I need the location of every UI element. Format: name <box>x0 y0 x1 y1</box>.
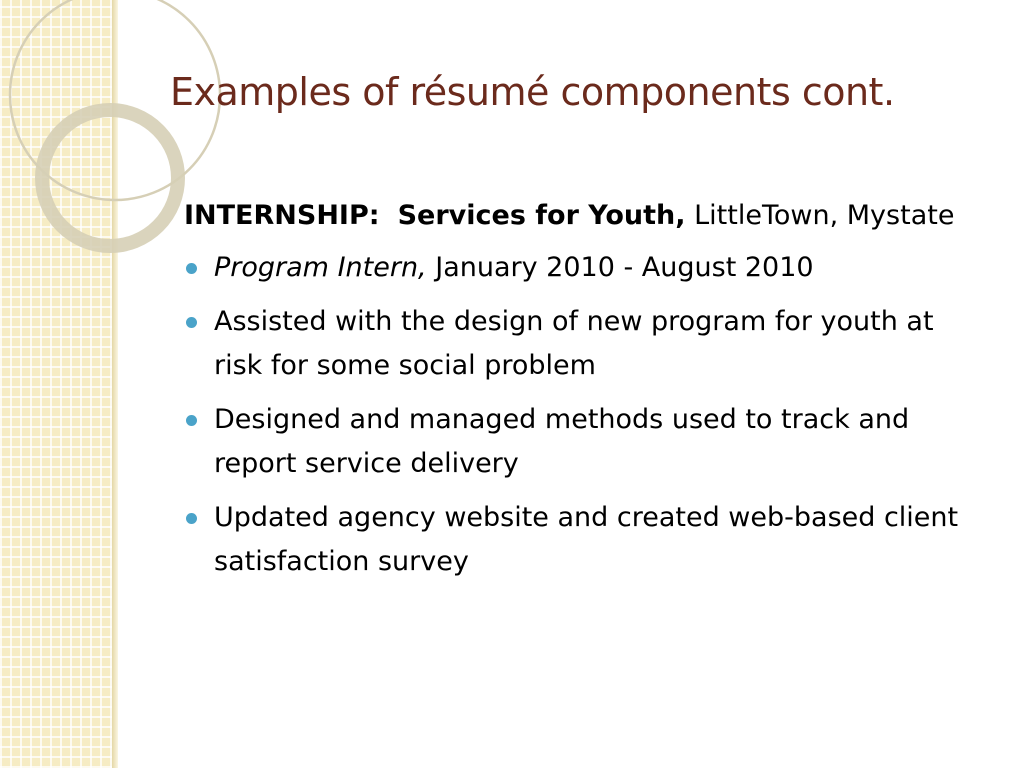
organization-name: Services for Youth, <box>397 200 686 231</box>
slide-title: Examples of résumé components cont. <box>170 70 895 114</box>
list-item <box>184 246 974 290</box>
location-city: LittleTown, <box>694 200 839 231</box>
bullet-icon <box>186 317 197 328</box>
bullet-icon <box>186 513 197 524</box>
location-state: Mystate <box>846 200 955 231</box>
list-item <box>184 300 974 388</box>
bullet-italic-text: Program Intern, <box>214 252 427 283</box>
bullet-text: Updated agency website and created web-based client satisfaction survey <box>214 502 959 577</box>
internship-label: INTERNSHIP: <box>184 200 380 231</box>
slide-content <box>184 194 984 594</box>
bullet-icon <box>186 263 197 274</box>
bullet-text: Assisted with the design of new program for youth at risk for some social problem <box>214 306 934 381</box>
bullet-list <box>184 246 984 584</box>
internship-heading <box>184 194 974 238</box>
decorative-rings <box>0 0 190 260</box>
bullet-text: Designed and managed methods used to track and report service delivery <box>214 404 910 479</box>
list-item <box>184 496 974 584</box>
decorative-ring-small <box>42 110 178 246</box>
bullet-text: January 2010 - August 2010 <box>435 252 814 283</box>
bullet-icon <box>186 415 197 426</box>
list-item <box>184 398 974 486</box>
